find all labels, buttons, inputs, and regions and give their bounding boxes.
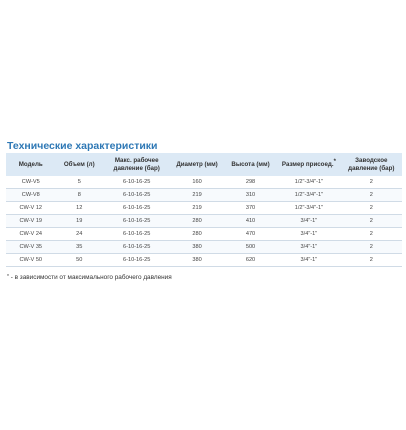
cell-diameter: 280 [170,228,223,241]
table-row [6,202,402,215]
cell-height: 500 [224,241,277,254]
header-height: Высота (мм) [224,153,277,176]
specs-table [6,153,402,267]
cell-volume: 35 [56,241,104,254]
cell-connection: 3/4"-1" [277,254,340,267]
header-model: Модель [6,153,56,176]
cell-model: CW-V 35 [6,241,56,254]
cell-max-pressure: 6-10-16-25 [103,202,170,215]
table-row [6,228,402,241]
cell-model: CW-V 12 [6,202,56,215]
table-body [6,176,402,267]
cell-height: 310 [224,189,277,202]
cell-connection: 1/2"-3/4"-1" [277,176,340,189]
cell-diameter: 280 [170,215,223,228]
cell-height: 470 [224,228,277,241]
cell-volume: 12 [56,202,104,215]
cell-connection: 3/4"-1" [277,215,340,228]
cell-model: CW-V 19 [6,215,56,228]
header-connection-star: * [333,158,336,165]
cell-connection: 1/2"-3/4"-1" [277,189,340,202]
cell-max-pressure: 6-10-16-25 [103,228,170,241]
footnote-star: * [7,274,9,280]
header-connection [277,153,340,176]
cell-height: 298 [224,176,277,189]
cell-volume: 19 [56,215,104,228]
table-row [6,254,402,267]
cell-height: 620 [224,254,277,267]
cell-volume: 50 [56,254,104,267]
header-volume: Объем (л) [56,153,104,176]
cell-diameter: 380 [170,241,223,254]
cell-diameter: 219 [170,202,223,215]
cell-connection: 1/2"-3/4"-1" [277,202,340,215]
table-row [6,241,402,254]
cell-factory-pressure: 2 [341,189,402,202]
table-row [6,189,402,202]
header-max-pressure: Макс. рабочее давление (бар) [103,153,170,176]
cell-model: CW-V 24 [6,228,56,241]
header-factory-pressure: Заводское давление (бар) [341,153,402,176]
cell-factory-pressure: 2 [341,215,402,228]
header-diameter: Диаметр (мм) [170,153,223,176]
cell-factory-pressure: 2 [341,202,402,215]
cell-volume: 24 [56,228,104,241]
cell-height: 370 [224,202,277,215]
section-title: Технические характеристики [7,140,158,152]
cell-max-pressure: 6-10-16-25 [103,176,170,189]
table-row [6,215,402,228]
header-connection-label: Размер присоед. [281,160,334,168]
cell-volume: 5 [56,176,104,189]
cell-max-pressure: 6-10-16-25 [103,254,170,267]
cell-connection: 3/4"-1" [277,241,340,254]
table-header-row [6,153,402,176]
cell-max-pressure: 6-10-16-25 [103,241,170,254]
footnote [7,274,172,281]
cell-factory-pressure: 2 [341,176,402,189]
table-row [6,176,402,189]
cell-factory-pressure: 2 [341,241,402,254]
cell-diameter: 160 [170,176,223,189]
cell-max-pressure: 6-10-16-25 [103,189,170,202]
cell-factory-pressure: 2 [341,228,402,241]
cell-model: CW-V8 [6,189,56,202]
cell-model: CW-V5 [6,176,56,189]
cell-diameter: 380 [170,254,223,267]
cell-height: 410 [224,215,277,228]
cell-model: CW-V 50 [6,254,56,267]
cell-factory-pressure: 2 [341,254,402,267]
cell-max-pressure: 6-10-16-25 [103,215,170,228]
cell-volume: 8 [56,189,104,202]
footnote-text: - в зависимости от максимального рабочего давления [8,274,172,281]
cell-diameter: 219 [170,189,223,202]
cell-connection: 3/4"-1" [277,228,340,241]
